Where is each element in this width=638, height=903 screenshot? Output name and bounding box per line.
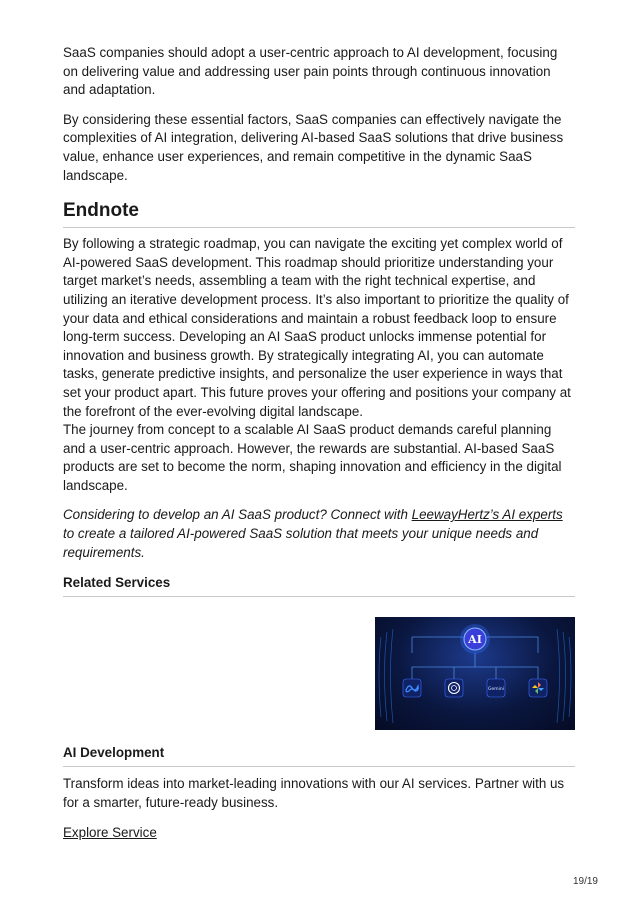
meta-icon bbox=[403, 679, 421, 697]
page-number: 19/19 bbox=[572, 876, 598, 887]
intro-paragraph-1: SaaS companies should adopt a user-centric approach to AI development, focusing on delivering value and addressing user pain points through continuous innovation and adaptation. bbox=[63, 45, 558, 98]
ai-experts-link[interactable]: LeewayHertz’s AI experts bbox=[411, 507, 563, 523]
service-description: Transform ideas into market-leading innovations with our AI services. Partner with us for a smarter, future-ready business. bbox=[63, 776, 565, 810]
ai-development-image bbox=[375, 617, 575, 730]
cta-paragraph bbox=[63, 506, 575, 562]
explore-service-link[interactable]: Explore Service bbox=[63, 825, 157, 841]
pinwheel-icon bbox=[529, 679, 547, 697]
intro-paragraph-2: By considering these essential factors, SaaS companies can effectively navigate the complexities of AI integration, delivering AI-based SaaS solutions that drive business value, enhance user experiences, and remain competitive in the dynamic SaaS landscape. bbox=[63, 111, 564, 183]
endnote-heading: Endnote bbox=[63, 199, 575, 228]
service-title: AI Development bbox=[63, 744, 575, 767]
endnote-paragraph-2: The journey from concept to a scalable AI SaaS product demands careful planning and a user-centric approach. However, the rewards are substantial. AI-based SaaS products are set to become the norm, shaping innovation and efficiency in the digital landscape. bbox=[63, 422, 562, 493]
cta-text-before: Considering to develop an AI SaaS product? Connect with bbox=[63, 507, 412, 523]
openai-icon bbox=[445, 679, 463, 697]
ai-hub-illustration bbox=[375, 617, 575, 730]
explore-service-paragraph bbox=[63, 824, 575, 843]
endnote-paragraph-1: By following a strategic roadmap, you can navigate the exciting yet complex world of AI-powered SaaS development. This roadmap should prioritize understanding your target market’s needs, assembling a team with the right technical expertise, and utilizing an iterative development process. It’s also important to prioritize the quality of your data and ethical considerations and maintain a robust feedback loop to ensure long-term success. Developing an AI SaaS product unlocks immense potential for innovation and business growth. By strategically integrating AI, you can automate tasks, generate predictive insights, and personalize the user experience in ways that set your product apart. This future proves your offering and positions your company at the forefront of the ever-evolving digital landscape. bbox=[63, 236, 571, 419]
gemini-text: Gemini bbox=[488, 687, 504, 693]
hub-label: AI bbox=[468, 633, 482, 647]
gemini-icon bbox=[487, 679, 505, 697]
cta-text-after: to create a tailored AI-powered SaaS solution that meets your unique needs and requirements. bbox=[63, 526, 539, 560]
document-page bbox=[63, 44, 575, 843]
related-services-heading: Related Services bbox=[63, 574, 575, 597]
